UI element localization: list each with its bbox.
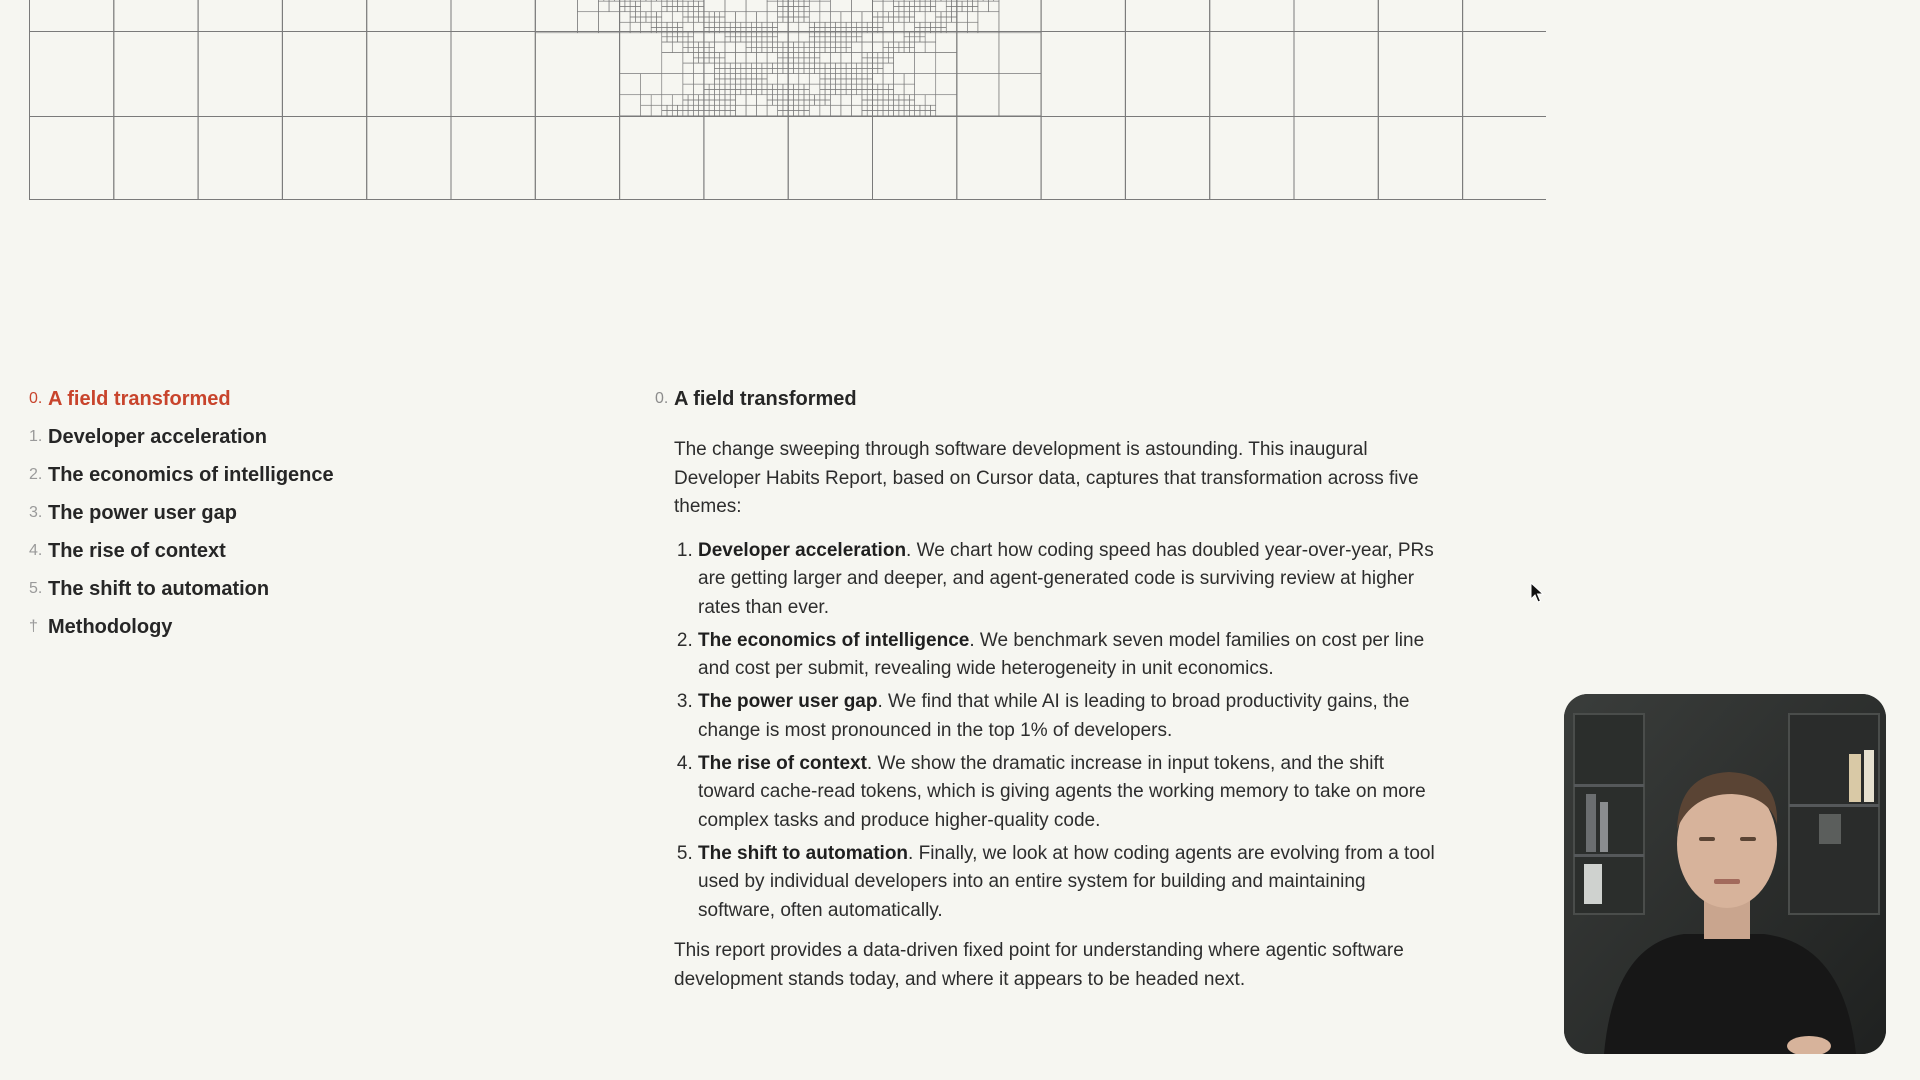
presenter-video[interactable]	[1564, 694, 1886, 1054]
toc-item-4[interactable]	[29, 532, 334, 570]
toc-item-label: Methodology	[48, 615, 173, 638]
theme-item	[698, 840, 1435, 926]
toc-item-label: The rise of context	[48, 539, 226, 562]
toc-item-3[interactable]	[29, 494, 334, 532]
theme-item	[698, 537, 1435, 623]
toc-item-label: The power user gap	[48, 501, 237, 524]
theme-description: . Finally, we look at how coding agents are evolving from a tool used by individual developers into an entire system for building and maintaining software, often automatically.	[698, 842, 1435, 921]
toc-item-label: The shift to automation	[48, 577, 270, 600]
toc-item-number: 1.	[29, 428, 43, 445]
presenter-video-frame	[1564, 694, 1886, 1054]
theme-title: Developer acceleration	[698, 539, 907, 561]
theme-description: . We show the dramatic increase in input tokens, and the shift toward cache-read tokens, which is giving agents the working memory to take on more complex tasks and produce higher-quality code.	[698, 752, 1426, 831]
section-number: 0.	[655, 390, 669, 407]
toc-item-number: 4.	[29, 542, 43, 559]
grid-graphic	[29, 0, 1546, 200]
mouse-pointer-icon	[1530, 582, 1544, 604]
toc-item-number: 2.	[29, 466, 43, 483]
toc-item-5[interactable]	[29, 570, 334, 608]
toc-item-number: 5.	[29, 580, 43, 597]
theme-item	[698, 627, 1435, 684]
toc-item-6[interactable]	[29, 608, 334, 646]
toc-item-0[interactable]	[29, 380, 334, 418]
theme-description: . We chart how coding speed has doubled year-over-year, PRs are getting larger and deeper, and agent-generated code is surviving review at higher rates than ever.	[698, 539, 1434, 618]
theme-item	[698, 750, 1435, 836]
theme-title: The economics of intelligence	[698, 629, 970, 651]
theme-title: The rise of context	[698, 752, 867, 774]
toc-item-1[interactable]	[29, 418, 334, 456]
theme-description: . We benchmark seven model families on cost per line and cost per submit, revealing wide heterogeneity in unit economics.	[698, 629, 1425, 679]
themes-list	[674, 537, 1435, 926]
theme-item	[698, 688, 1435, 745]
article	[655, 380, 1435, 1013]
toc-item-label: A field transformed	[48, 387, 231, 410]
toc-item-number: 0.	[29, 390, 43, 407]
theme-description: . We find that while AI is leading to broad productivity gains, the change is most pronounced in the top 1% of developers.	[698, 691, 1410, 741]
toc-item-2[interactable]	[29, 456, 334, 494]
section-heading	[655, 380, 1435, 418]
section-title: A field transformed	[674, 387, 857, 410]
toc-item-label: The economics of intelligence	[48, 463, 334, 486]
closing-paragraph: This report provides a data-driven fixed point for understanding where agentic software development stands today, and where it appears to be headed next.	[674, 940, 1404, 990]
toc-item-number: 3.	[29, 504, 43, 521]
intro-paragraph: The change sweeping through software development is astounding. This inaugural Developer Habits Report, based on Cursor data, captures that transformation across five themes:	[674, 439, 1419, 517]
theme-title: The power user gap	[698, 691, 878, 712]
toc-item-label: Developer acceleration	[48, 425, 267, 448]
theme-title: The shift to automation	[698, 842, 909, 864]
table-of-contents	[29, 380, 334, 646]
toc-item-number: †	[29, 618, 38, 635]
